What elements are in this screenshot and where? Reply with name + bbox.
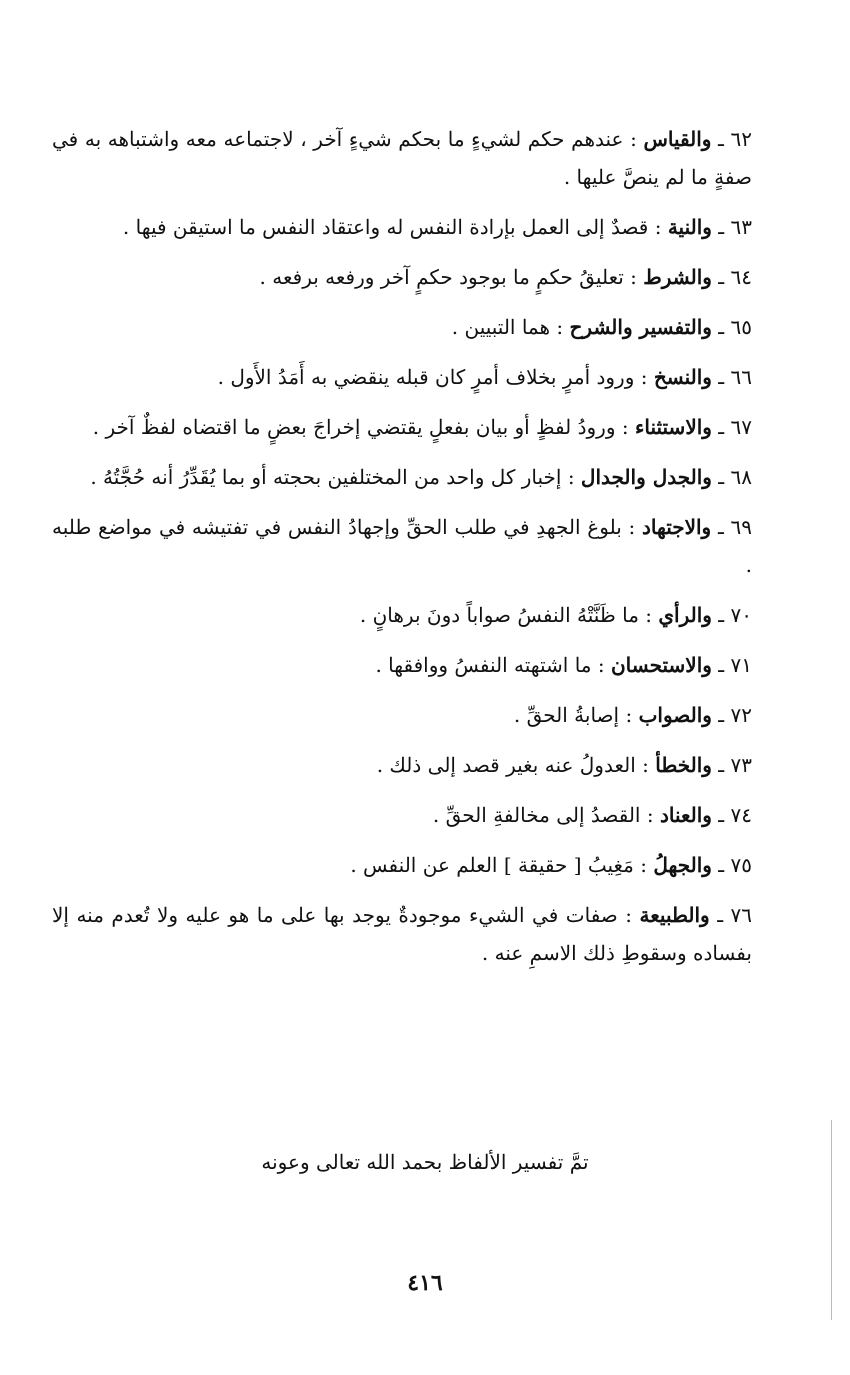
definition-entry bbox=[52, 896, 752, 972]
definition-entry bbox=[52, 258, 752, 296]
entry-term: والصواب bbox=[638, 703, 712, 727]
entry-text: : صفات في الشيء موجودةٌ يوجد بها على ما هو عليه ولا تُعدم منه إلا بفساده وسقوطِ ذلك الاسمِ عنه . bbox=[52, 903, 752, 965]
entry-text: : ورود أمرٍ بخلاف أمرٍ كان قبله ينقضي به أَمَدُ الأَول . bbox=[217, 365, 648, 389]
entry-number: ٧٢ ـ bbox=[718, 703, 752, 727]
entry-term: والنية bbox=[667, 215, 712, 239]
definition-entry bbox=[52, 358, 752, 396]
page-number: ٤١٦ bbox=[407, 1270, 443, 1296]
entry-number: ٧٤ ـ bbox=[718, 803, 752, 827]
entry-term: والجهلُ bbox=[653, 853, 712, 877]
entry-text: : ما ظَنَّتْهُ النفسُ صواباً دونَ برهانٍ . bbox=[359, 603, 653, 627]
entry-term: والعناد bbox=[659, 803, 712, 827]
entry-number: ٦٢ ـ bbox=[718, 127, 753, 151]
entry-number: ٦٥ ـ bbox=[718, 315, 752, 339]
entry-text: : تعليقُ حكمٍ ما بوجود حكمٍ آخر ورفعه برفعه . bbox=[259, 265, 637, 289]
definition-entry bbox=[52, 120, 752, 196]
definitions-list bbox=[52, 120, 752, 984]
entry-text: : بلوغ الجهدِ في طلب الحقِّ وإجهادُ النفس في تفتيشه في مواضع طلبه . bbox=[52, 515, 752, 577]
entry-term: والقياس bbox=[643, 127, 712, 151]
entry-text: : ما اشتهته النفسُ ووافقها . bbox=[375, 653, 605, 677]
entry-term: والنسخ bbox=[653, 365, 712, 389]
entry-text: : القصدُ إلى مخالفةِ الحقِّ . bbox=[432, 803, 654, 827]
entry-number: ٧٠ ـ bbox=[718, 603, 752, 627]
entry-term: والاجتهاد bbox=[641, 515, 712, 539]
entry-term: والطبيعة bbox=[639, 903, 710, 927]
entry-term: والجدل والجدال bbox=[580, 465, 712, 489]
definition-entry bbox=[52, 458, 752, 496]
entry-number: ٦٦ ـ bbox=[718, 365, 752, 389]
definition-entry bbox=[52, 846, 752, 884]
definition-entry bbox=[52, 796, 752, 834]
definition-entry bbox=[52, 696, 752, 734]
definition-entry bbox=[52, 208, 752, 246]
definition-entry bbox=[52, 508, 752, 584]
entry-term: والاستحسان bbox=[610, 653, 712, 677]
entry-number: ٦٧ ـ bbox=[718, 415, 752, 439]
entry-text: : هما التبيين . bbox=[451, 315, 564, 339]
definition-entry bbox=[52, 596, 752, 634]
definition-entry bbox=[52, 408, 752, 446]
entry-number: ٦٨ ـ bbox=[718, 465, 752, 489]
entry-number: ٧٦ ـ bbox=[717, 903, 753, 927]
entry-text: : إخبار كل واحد من المختلفين بحجته أو بما يُقَدِّرُ أنه حُجَّتُهُ . bbox=[90, 465, 575, 489]
entry-term: والخطأ bbox=[655, 753, 712, 777]
entry-term: والاستثناء bbox=[634, 415, 712, 439]
entry-text: : ورودُ لفظٍ أو بيان بفعلٍ يقتضي إخراجَ بعضٍ ما اقتضاه لفظٌ آخر . bbox=[92, 415, 629, 439]
entry-term: والرأي bbox=[658, 603, 712, 627]
entry-text: : العدولُ عنه بغير قصد إلى ذلك . bbox=[376, 753, 649, 777]
entry-text: : مَغِيبُ [ حقيقة ] العلم عن النفس . bbox=[350, 853, 647, 877]
definition-entry bbox=[52, 746, 752, 784]
closing-line: تمَّ تفسير الألفاظ بحمد الله تعالى وعونه bbox=[261, 1150, 589, 1174]
entry-number: ٦٩ ـ bbox=[717, 515, 753, 539]
definition-entry bbox=[52, 646, 752, 684]
entry-number: ٧٥ ـ bbox=[718, 853, 752, 877]
entry-number: ٧٣ ـ bbox=[718, 753, 752, 777]
entry-text: : قصدٌ إلى العمل بإرادة النفس له واعتقاد النفس ما استيقن فيها . bbox=[122, 215, 662, 239]
entry-number: ٦٣ ـ bbox=[718, 215, 752, 239]
entry-text: : عندهم حكم لشيءٍ ما بحكم شيءٍ آخر ، لاجتماعه معه واشتباهه به في صفةٍ ما لم ينصَّ عليها . bbox=[52, 127, 752, 189]
entry-text: : إصابةُ الحقِّ . bbox=[513, 703, 633, 727]
definition-entry bbox=[52, 308, 752, 346]
entry-term: والتفسير والشرح bbox=[569, 315, 712, 339]
entry-term: والشرط bbox=[643, 265, 712, 289]
scan-edge-line bbox=[831, 1120, 832, 1320]
entry-number: ٦٤ ـ bbox=[718, 265, 752, 289]
entry-number: ٧١ ـ bbox=[718, 653, 752, 677]
